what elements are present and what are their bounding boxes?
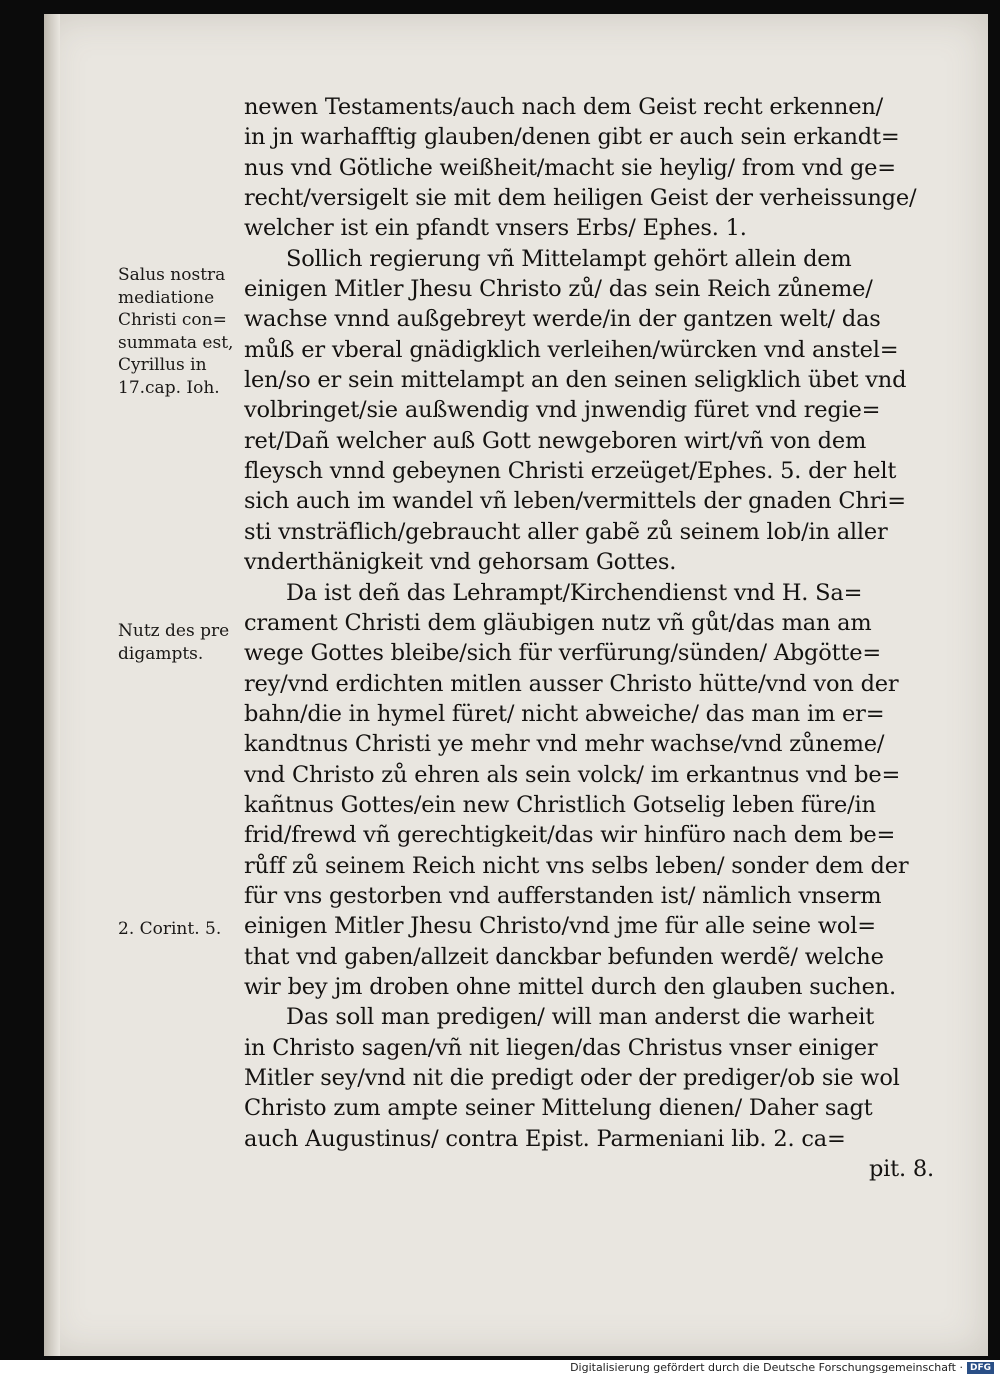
margin-note-line: Cyrillus in (118, 355, 207, 375)
margin-note-corint (118, 918, 258, 941)
text-line: bahn/die in hymel füret/ nicht abweiche/ das man im er= (244, 700, 885, 727)
dfg-logo: DFG (967, 1362, 994, 1374)
text-line: wir bey jm droben ohne mittel durch den glauben suchen. (244, 973, 896, 1000)
text-line: můß er vberal gnädigklich verleihen/würcken vnd anstel= (244, 336, 899, 363)
margin-note-line: Salus nostra (118, 265, 226, 285)
text-line: Da ist deñ das Lehrampt/Kirchendienst vnd H. Sa= (286, 579, 863, 606)
text-line: vnderthänigkeit vnd gehorsam Gottes. (244, 549, 677, 576)
text-line: welcher ist ein pfandt vnsers Erbs/ Ephes. 1. (244, 215, 747, 242)
margin-note-line: digampts. (118, 643, 204, 664)
text-line: rey/vnd erdichten mitlen ausser Christo hütte/vnd von der (244, 670, 899, 697)
margin-note-line: mediatione (118, 287, 215, 308)
margin-note-line: 2. Corint. 5. (118, 919, 222, 939)
text-line: vnd Christo zů ehren als sein volck/ im erkantnus vnd be= (244, 761, 901, 788)
text-line: nus vnd Götliche weißheit/macht sie heylig/ from vnd ge= (244, 154, 896, 181)
text-line: fleysch vnnd gebeynen Christi erzeüget/Ephes. 5. der helt (244, 458, 897, 485)
digitization-footer (0, 1360, 1000, 1376)
page-spine-shadow (44, 14, 60, 1356)
margin-note-line: 17.cap. Ioh. (118, 377, 220, 398)
footer-credit-text: Digitalisierung gefördert durch die Deutsche Forschungsgemeinschaft · (570, 1361, 963, 1374)
text-line: sti vnsträflich/gebraucht aller gabẽ zů seinem lob/in aller (244, 518, 888, 545)
margin-note-line: summata est, (118, 332, 234, 353)
text-line: Mitler sey/vnd nit die predigt oder der prediger/ob sie wol (244, 1065, 900, 1091)
text-line: in jn warhafftig glauben/denen gibt er auch sein erkandt= (244, 124, 900, 151)
text-line: wege Gottes bleibe/sich für verfürung/sünden/ Abgötte= (244, 640, 882, 667)
text-line: kandtnus Christi ye mehr vnd mehr wachse/vnd zůneme/ (244, 731, 885, 758)
text-line: frid/frewd vñ gerechtigkeit/das wir hinfüro nach dem be= (244, 822, 896, 849)
text-line: crament Christi dem gläubigen nutz vñ gůt/das man am (244, 609, 872, 636)
text-line: newen Testaments/auch nach dem Geist recht erkennen/ (244, 94, 883, 120)
text-line: in Christo sagen/vñ nit liegen/das Christus vnser einiger (244, 1034, 878, 1061)
text-line: ret/Dañ welcher auß Gott newgeboren wirt/vñ von dem (244, 427, 867, 454)
text-line: růff zů seinem Reich nicht vns selbs leben/ sonder dem der (244, 852, 909, 879)
text-line: einigen Mitler Jhesu Christo/vnd jme für alle seine wol= (244, 913, 876, 940)
text-line: einigen Mitler Jhesu Christo zů/ das sein Reich zůneme/ (244, 276, 873, 303)
text-line: auch Augustinus/ contra Epist. Parmeniani lib. 2. ca= (244, 1125, 846, 1152)
margin-note-nutz (118, 620, 258, 665)
text-line: für vns gestorben vnd aufferstanden ist/ nämlich vnserm (244, 882, 882, 909)
margin-note-line: Christi con= (118, 310, 227, 330)
text-line: Das soll man predigen/ will man anderst die warheit (286, 1004, 875, 1031)
text-line: volbringet/sie außwendig vnd jnwendig füret vnd regie= (244, 397, 881, 424)
text-line: sich auch im wandel vñ leben/vermittels der gnaden Chri= (244, 488, 906, 515)
margin-note-line: Nutz des pre (118, 621, 230, 641)
text-line: Christo zum ampte seiner Mittelung dienen/ Daher sagt (244, 1095, 873, 1122)
text-line: wachse vnnd außgebreyt werde/in der gantzen welt/ das (244, 306, 881, 333)
margin-note-salus (118, 264, 258, 399)
text-line: kañtnus Gottes/ein new Christlich Gotselig leben füre/in (244, 791, 876, 818)
text-line: that vnd gaben/allzeit danckbar befunden werdẽ/ welche (244, 943, 884, 970)
text-line: len/so er sein mittelampt an den seinen seligklich übet vnd (244, 367, 907, 394)
text-line: recht/versigelt sie mit dem heiligen Geist der verheissunge/ (244, 185, 917, 212)
text-line: Sollich regierung vñ Mittelampt gehört allein dem (286, 245, 852, 272)
main-text-block (244, 92, 934, 1184)
catchword: pit. 8. (868, 1156, 934, 1183)
